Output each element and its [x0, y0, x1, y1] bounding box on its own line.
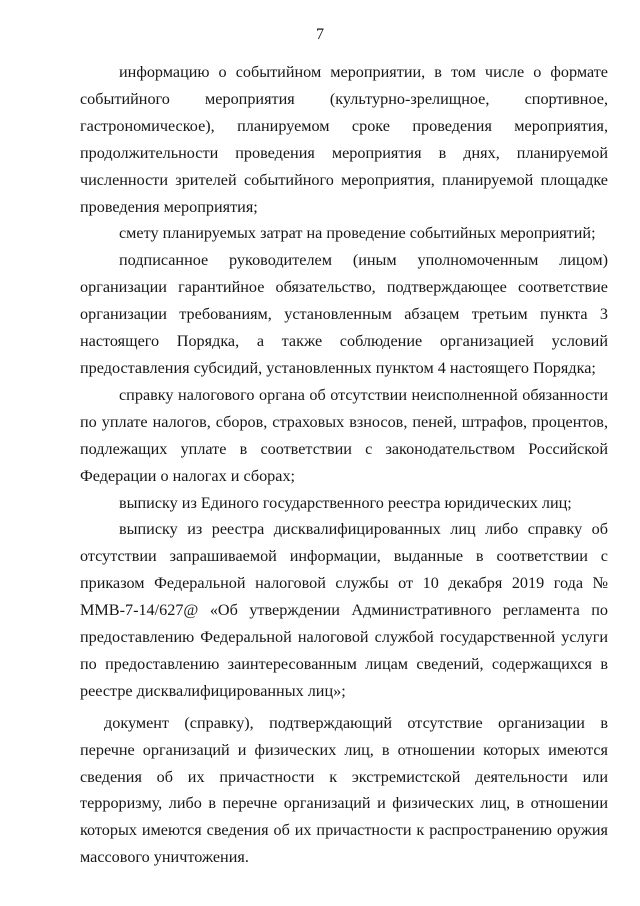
paragraph-cost-estimate: смету планируемых затрат на проведение событийных мероприятий;: [119, 224, 596, 243]
document-body: [80, 59, 608, 871]
page-number: 7: [316, 26, 324, 43]
paragraph-guarantee-obligation: подписанное руководителем (иным уполномоченным лицом) организации гарантийное обязательство, подтверждающее соответствие организации требованиям, установленным абзацем третьим пункта 3 настоящего Порядка, а также соблюдение организацией условий предоставления субсидий, установленных пунктом 4 настоящего Порядка;: [80, 251, 608, 377]
paragraph-tax-certificate: справку налогового органа об отсутствии неисполненной обязанности по уплате налогов, сборов, страховых взносов, пеней, штрафов, процентов, подлежащих уплате в соответствии с законодательством Российской Федерации о налогах и сборах;: [80, 385, 608, 485]
paragraph-extremism-document: документ (справку), подтверждающий отсутствие организации в перечне организаций и физических лиц, в отношении которых имеются сведения об их причастности к экстремистской деятельности или терроризму, либо в перечне организаций и физических лиц, в отношении которых имеются сведения об их причастности к распространению оружия массового уничтожения.: [80, 713, 608, 867]
paragraph-event-information: информацию о событийном мероприятии, в том числе о формате событийного мероприятия (культурно-зрелищное, спортивное, гастрономическое), планируемом сроке проведения мероприятия, продолжительности проведения мероприятия в днях, планируемой численности зрителей событийного мероприятия, планируемой площадке проведения мероприятия;: [80, 63, 608, 216]
paragraph-egrul-extract: выписку из Единого государственного реестра юридических лиц;: [119, 493, 572, 512]
paragraph-disqualified-registry: выписку из реестра дисквалифицированных лиц либо справку об отсутствии запрашиваемой информации, выданные в соответствии с приказом Федеральной налоговой службы от 10 декабря 2019 года № ММВ-7-14/627@ «Об утверждении Административного регламента по предоставлению Федеральной налоговой службой государственной услуги по предоставлению заинтересованным лицам сведений, содержащихся в реестре дисквалифицированных лиц»;: [80, 520, 608, 700]
